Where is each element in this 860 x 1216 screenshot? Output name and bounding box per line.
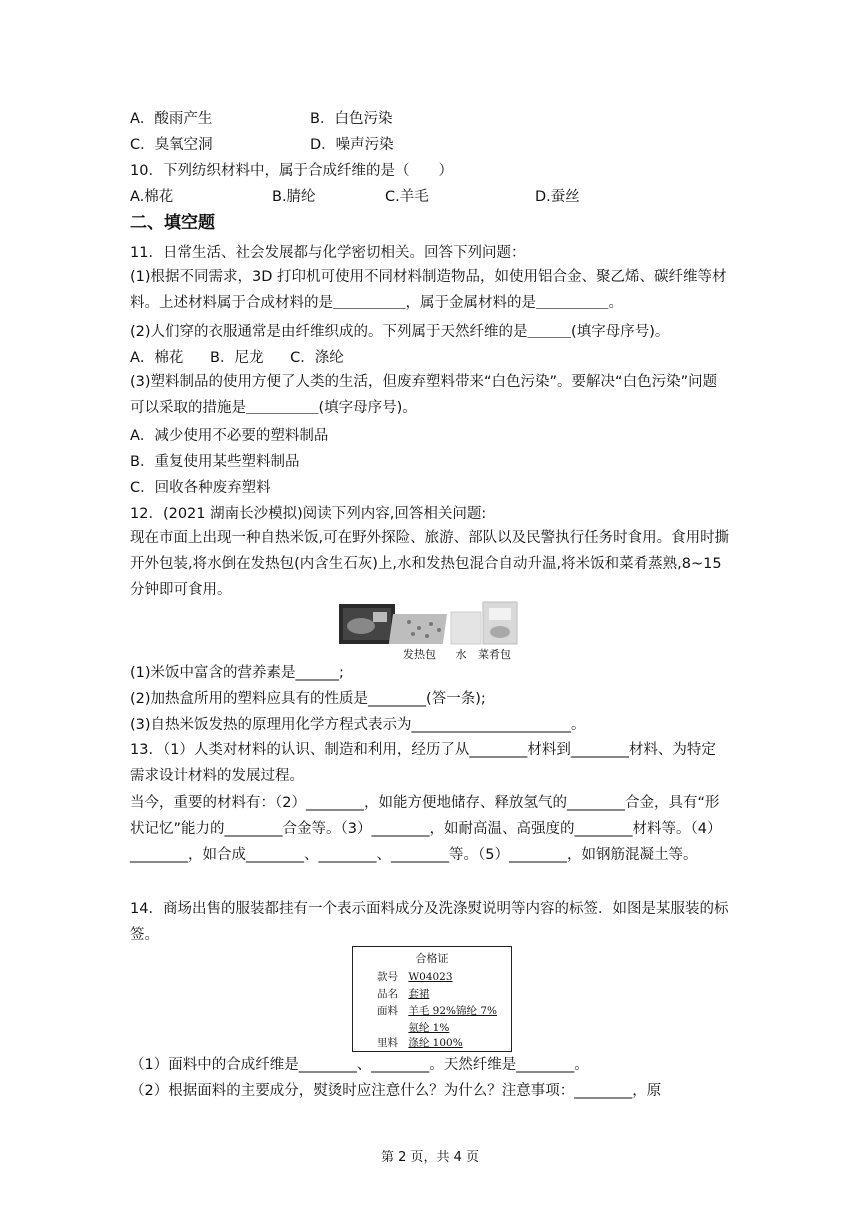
figure-caption [403,646,511,662]
q14-part2: （2）根据面料的主要成分，熨烫时应注意什么？为什么？注意事项：________，原 [130,1083,662,1099]
q11-option: B．尼龙 [210,350,264,366]
q11-part3-option: A．减少使用不必要的塑料制品 [130,428,329,444]
q11-part2-options [130,348,730,368]
q10-option: A.棉花 [130,189,174,205]
label-key: 款号 [377,971,398,983]
q13-part1: 13．（1）人类对材料的认识、制造和利用，经历了从________材料到________材料、为特定需求设计材料的发展过程。 [130,742,716,784]
label-key: 面料 [377,1005,398,1017]
q12-part3: (3)自热米饭发热的原理用化学方程式表示为______________________。 [130,717,586,733]
q14-part1: （1）面料中的合成纤维是________、________。天然纤维是________。 [130,1057,589,1073]
q10-option: D.蚕丝 [535,189,580,205]
q9-option-a: A．酸雨产生 [130,111,213,127]
label-value: 羊毛 92%锦纶 7% [408,1005,498,1017]
caption-heating-pack: 发热包 [403,648,436,661]
q10-options [130,187,730,207]
label-value: 氨纶 1% [408,1022,450,1034]
q11-part2: (2)人们穿的衣服通常是由纤维织成的。下列属于天然纤维的是＿＿＿(填字母序号)。 [130,324,670,340]
clothing-label [352,946,512,1052]
q12-part2: (2)加热盒所用的塑料应具有的性质是________(答一条); [130,691,486,707]
label-row [377,1020,449,1035]
q14-stem: 14．商场出售的服装都挂有一个表示面料成分及洗涤熨说明等内容的标签．如图是某服装的标签。 [130,901,729,943]
q11-part3-option: B．重复使用某些塑料制品 [130,454,300,470]
label-key: 品名 [377,988,398,1000]
page-footer: 第 2 页，共 4 页 [380,1150,480,1165]
q11-part3: (3)塑料制品的使用方便了人类的生活，但废弃塑料带来“白色污染”。要解决“白色污染”问题可以采取的措施是＿＿＿＿＿(填字母序号)。 [130,374,718,416]
q9-option-c: C．臭氧空洞 [130,137,213,153]
label-value: 涤纶 100% [408,1037,463,1049]
q11-stem: 11．日常生活、社会发展都与化学密切相关。回答下列问题： [130,245,526,261]
caption-dish-pack: 菜肴包 [478,648,511,661]
q13-part2: 当今，重要的材料有：（2）________，如能方便地储存、释放氢气的________合金，具有“形状记忆”能力的________合金等。（3）________，如耐高温、高强度的________材料等。（4）________，如合成________、________、________等。（5）________，如钢筋混凝土等。 [130,795,722,863]
q11-part1: (1)根据不同需求，3D 打印机可使用不同材料制造物品，如使用铝合金、聚乙烯、碳纤维等材料。上述材料属于合成材料的是＿＿＿＿＿，属于金属材料的是＿＿＿＿＿。 [130,269,727,311]
caption-water: 水 [455,648,467,661]
q9-option-d: D．噪声污染 [310,137,394,153]
label-row [377,1003,497,1018]
label-row [377,969,453,984]
q9-options-row2 [130,135,730,155]
q10-stem: 10．下列纺织材料中，属于合成纤维的是（ ） [130,163,453,179]
q12-body: 现在市面上出现一种自热米饭,可在野外探险、旅游、部队以及民警执行任务时食用。食用时撕开外包装,将水倒在发热包(内含生石灰)上,水和发热包混合自动升温,将米饭和菜肴蒸熟,8~15 分钟即可食用。 [130,530,730,598]
q9-options-row1 [130,109,730,129]
q10-option: B.腈纶 [272,189,316,205]
label-value: 套裙 [408,988,430,1000]
q11-option: C．涤纶 [290,350,344,366]
q9-option-b: B．白色污染 [310,111,393,127]
q12-stem: 12．(2021 湖南长沙模拟)阅读下列内容,回答相关问题: [130,506,487,522]
label-title: 合格证 [415,952,449,965]
q11-option: A．棉花 [130,350,184,366]
q12-part1: (1)米饭中富含的营养素是______; [130,665,344,681]
label-value: W04023 [408,971,453,983]
label-key: 里料 [377,1037,398,1049]
self-heating-rice-figure [339,600,519,662]
q11-part3-option: C．回收各种废弃塑料 [130,480,271,496]
label-row [377,986,429,1001]
section-title: 二、填空题 [130,213,215,233]
q10-option: C.羊毛 [385,189,429,205]
label-row [377,1035,463,1050]
